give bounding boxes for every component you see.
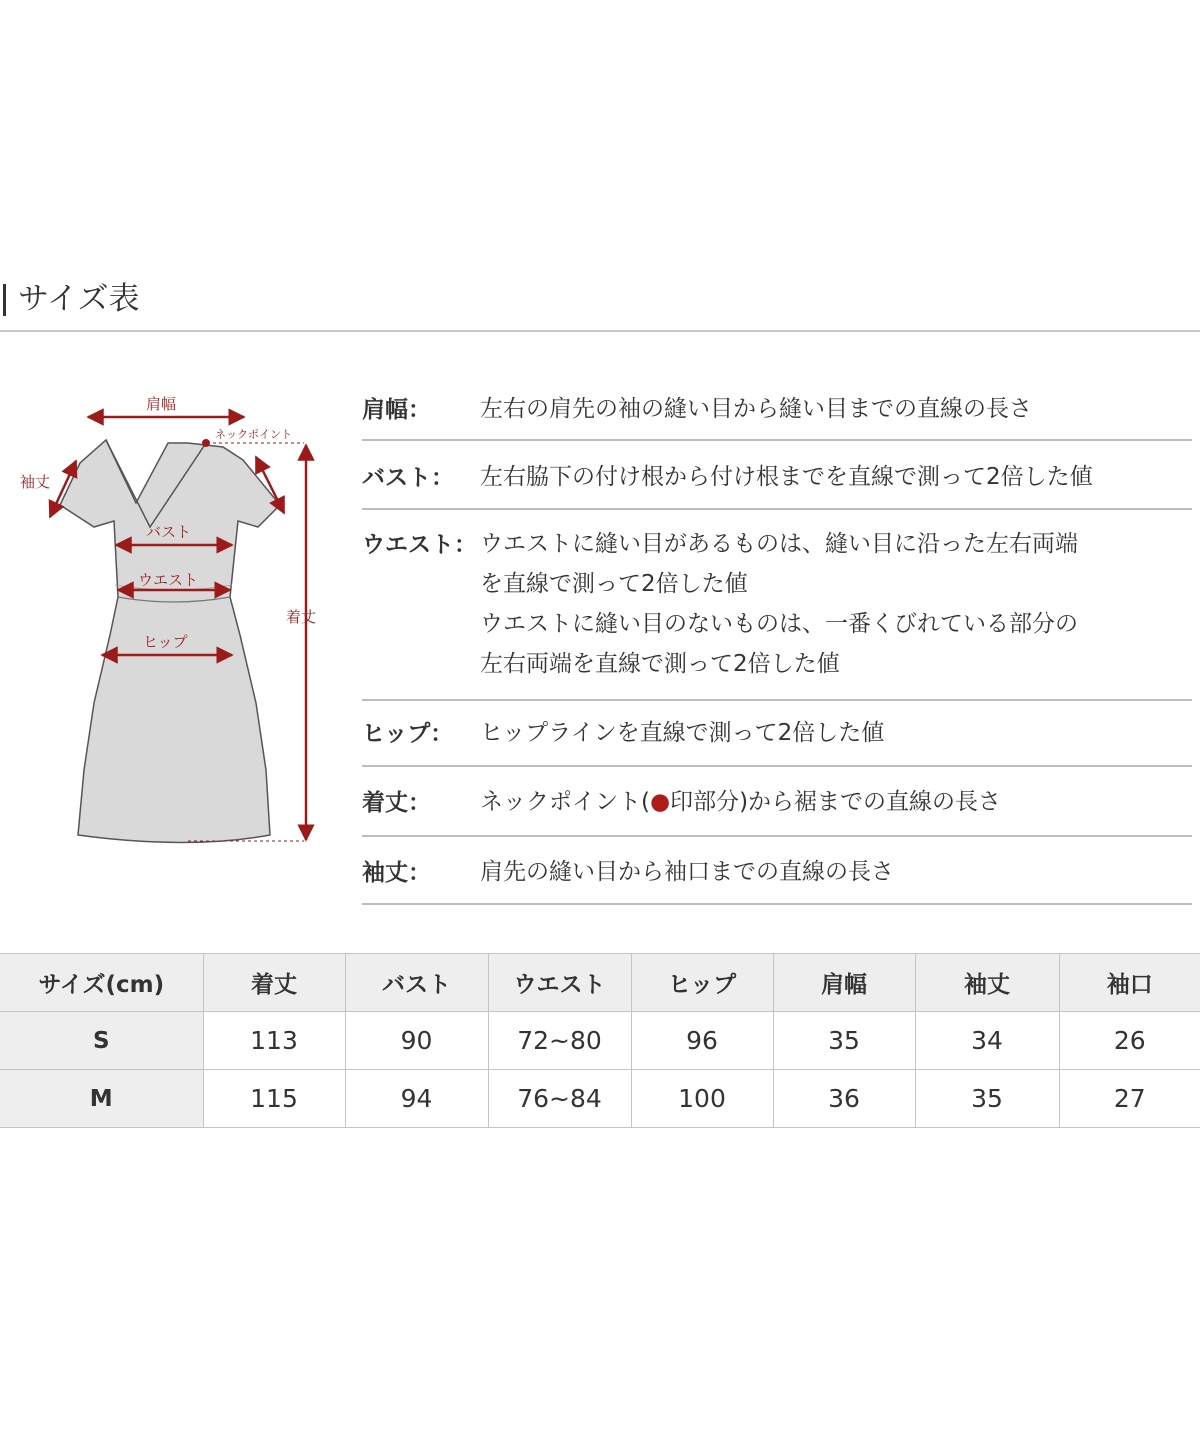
table-cell: 26 <box>1059 1012 1200 1070</box>
definition-row <box>362 510 1192 701</box>
column-header: ウエスト <box>488 954 631 1012</box>
table-cell: 96 <box>631 1012 773 1070</box>
definition-line: を直線で測って2倍した値 <box>480 571 748 597</box>
page-title: サイズ表 <box>18 281 140 317</box>
definition-text <box>480 782 1200 822</box>
definition-term: ウエスト： <box>362 532 477 558</box>
length-label: 着丈 <box>286 608 317 626</box>
column-header: ヒップ <box>631 954 773 1012</box>
table-cell: 35 <box>915 1070 1059 1128</box>
section-header <box>0 278 1200 333</box>
definition-term: 肩幅： <box>362 397 431 423</box>
sleeve-label: 袖丈 <box>20 473 51 491</box>
table-cell: 36 <box>773 1070 915 1128</box>
title-divider <box>0 330 1200 332</box>
definition-line <box>480 782 1200 822</box>
table-cell: 90 <box>345 1012 488 1070</box>
table-header-row <box>0 954 1200 1012</box>
waist-label: ウエスト <box>138 571 199 589</box>
definition-term: 着丈： <box>362 790 431 816</box>
column-header: 着丈 <box>203 954 345 1012</box>
neck-point-marker: ● <box>649 789 671 815</box>
hip-label: ヒップ <box>143 633 188 651</box>
definition-line: ヒップラインを直線で測って2倍した値 <box>480 720 885 746</box>
definition-row <box>362 441 1192 510</box>
definition-line: 肩先の縫い目から袖口までの直線の長さ <box>480 859 894 885</box>
definition-row <box>362 767 1192 837</box>
size-cell: M <box>0 1070 203 1128</box>
title-marker <box>3 284 6 316</box>
bust-label: バスト <box>146 523 192 541</box>
table-cell: 115 <box>203 1070 345 1128</box>
table-row <box>0 1012 1200 1070</box>
definition-line: ウエストに縫い目があるものは、縫い目に沿った左右両端 <box>480 531 1078 557</box>
definition-line: 左右両端を直線で測って2倍した値 <box>480 651 840 677</box>
neck-point-label: ネックポイント <box>215 428 292 441</box>
definition-line: 左右脇下の付け根から付け根までを直線で測って2倍した値 <box>480 464 1093 490</box>
garment-diagram <box>18 385 338 855</box>
definition-row <box>362 837 1192 905</box>
definition-text <box>480 389 1200 429</box>
definition-line: ウエストに縫い目のないものは、一番くびれている部分の <box>480 611 1078 637</box>
column-header: サイズ(cm) <box>0 954 203 1012</box>
definition-text-part: 印部分)から裾までの直線の長さ <box>670 789 1002 815</box>
size-table <box>0 953 1200 1128</box>
column-header: 袖丈 <box>915 954 1059 1012</box>
shoulder-label: 肩幅 <box>146 395 177 413</box>
definition-row <box>362 701 1192 767</box>
column-header: バスト <box>345 954 488 1012</box>
table-cell: 35 <box>773 1012 915 1070</box>
definition-text <box>480 524 1200 684</box>
size-cell: S <box>0 1012 203 1070</box>
table-cell: 34 <box>915 1012 1059 1070</box>
table-cell: 113 <box>203 1012 345 1070</box>
dress-illustration <box>18 385 338 855</box>
definition-text <box>480 713 1200 753</box>
definition-term: ヒップ： <box>362 721 454 747</box>
definition-term: 袖丈： <box>362 860 431 886</box>
definition-text <box>480 852 1200 892</box>
column-header: 肩幅 <box>773 954 915 1012</box>
table-cell: 27 <box>1059 1070 1200 1128</box>
table-cell: 76~84 <box>488 1070 631 1128</box>
definition-text <box>480 457 1200 497</box>
definition-term: バスト： <box>362 465 454 491</box>
column-header: 袖口 <box>1059 954 1200 1012</box>
measurement-definitions <box>362 383 1192 905</box>
definition-text-part: ネックポイント( <box>480 789 650 815</box>
table-cell: 100 <box>631 1070 773 1128</box>
definition-line: 左右の肩先の袖の縫い目から縫い目までの直線の長さ <box>480 396 1032 422</box>
neck-point-dot <box>202 439 210 447</box>
table-cell: 94 <box>345 1070 488 1128</box>
table-cell: 72~80 <box>488 1012 631 1070</box>
definition-row <box>362 383 1192 441</box>
table-row <box>0 1070 1200 1128</box>
